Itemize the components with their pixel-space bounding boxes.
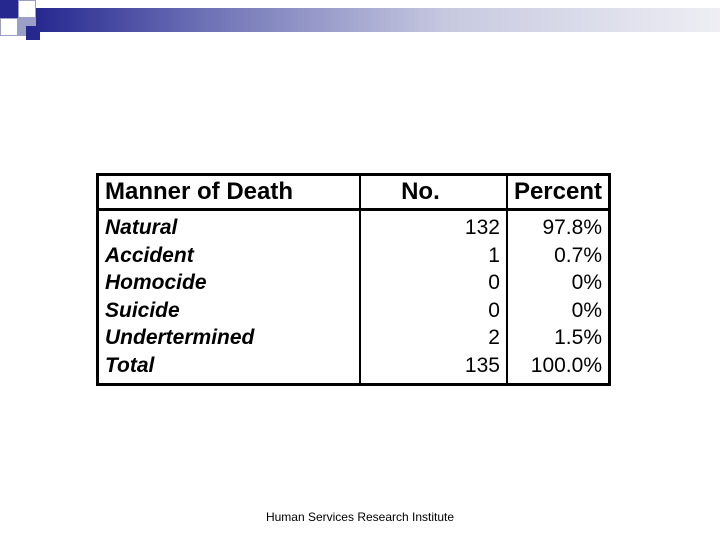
row-count: 132 [360, 210, 507, 242]
row-percent: 100.0% [507, 352, 610, 385]
row-percent: 1.5% [507, 324, 610, 352]
row-percent: 97.8% [507, 210, 610, 242]
header-square-outline [0, 18, 18, 36]
column-header-manner: Manner of Death [98, 175, 361, 210]
table-row [98, 324, 610, 352]
table-row [98, 297, 610, 325]
row-count: 1 [360, 242, 507, 270]
table-row [98, 269, 610, 297]
row-label: Undertermined [98, 324, 361, 352]
table-row [98, 242, 610, 270]
row-percent: 0% [507, 297, 610, 325]
header-square-dark [0, 0, 18, 18]
row-percent: 0% [507, 269, 610, 297]
row-percent: 0.7% [507, 242, 610, 270]
footer-organization: Human Services Research Institute [265, 510, 455, 524]
table-row-total [98, 352, 610, 385]
row-label: Total [98, 352, 361, 385]
column-header-percent: Percent [507, 175, 610, 210]
header-square-outline [18, 0, 36, 18]
table-row [98, 210, 610, 242]
row-count: 0 [360, 269, 507, 297]
row-label: Natural [98, 210, 361, 242]
row-count: 135 [360, 352, 507, 385]
row-label: Suicide [98, 297, 361, 325]
row-count: 0 [360, 297, 507, 325]
row-label: Homocide [98, 269, 361, 297]
row-count: 2 [360, 324, 507, 352]
column-header-no: No. [360, 175, 507, 210]
table-header-row [98, 175, 610, 210]
row-label: Accident [98, 242, 361, 270]
header-gradient-bar [36, 8, 720, 32]
manner-of-death-table [96, 173, 611, 386]
